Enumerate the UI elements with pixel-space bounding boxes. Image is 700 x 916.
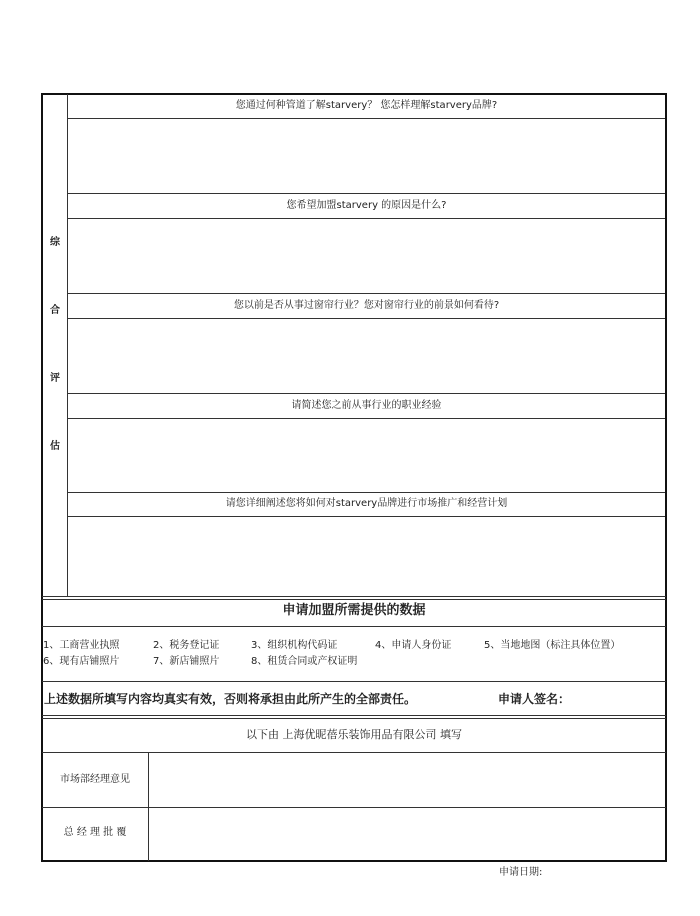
declaration-statement: 上述数据所填写内容均真实有效，否则将承担由此所产生的全部责任。 <box>44 692 417 706</box>
answer-field-2[interactable] <box>68 219 665 293</box>
general-manager-label: 总 经 理 批 覆 <box>63 827 127 838</box>
answer-field-3[interactable] <box>68 319 665 393</box>
divider <box>42 718 666 719</box>
divider <box>42 599 666 600</box>
signature-label: 申请人签名： <box>498 692 571 706</box>
divider <box>42 626 666 627</box>
document-item: 5、当地地图（标注具体位置） <box>484 640 621 651</box>
answer-field-5[interactable] <box>68 517 665 595</box>
application-date-field[interactable] <box>550 864 665 882</box>
divider <box>42 681 666 682</box>
documents-title: 申请加盟所需提供的数据 <box>282 603 426 618</box>
question-3: 您以前是否从事过窗帘行业？您对窗帘行业的前景如何看待? <box>233 300 500 311</box>
question-1: 您通过何种管道了解starvery？ 您怎样理解starvery品牌? <box>235 100 498 111</box>
document-item: 7、新店铺照片 <box>153 656 220 667</box>
divider <box>42 596 666 597</box>
document-item: 2、税务登记证 <box>153 640 220 651</box>
document-item: 4、申请人身份证 <box>375 640 452 651</box>
marketing-manager-opinion-field[interactable] <box>149 753 665 807</box>
general-manager-approval-field[interactable] <box>149 808 665 861</box>
side-label-char: 合 <box>50 305 60 316</box>
divider <box>68 293 665 294</box>
answer-field-4[interactable] <box>68 419 665 492</box>
side-label-char: 综 <box>50 237 60 248</box>
side-label-char: 估 <box>50 441 60 452</box>
question-2: 您希望加盟starvery 的原因是什么? <box>286 200 447 211</box>
question-5: 请您详细阐述您将如何对starvery品牌进行市场推广和经营计划 <box>225 498 508 509</box>
signature-field[interactable] <box>575 685 663 713</box>
company-section-header: 以下由 上海优昵蓓乐装饰用品有限公司 填写 <box>246 728 462 741</box>
document-item: 3、组织机构代码证 <box>251 640 338 651</box>
divider <box>68 492 665 493</box>
divider <box>42 715 666 716</box>
application-date-label: 申请日期: <box>499 867 543 878</box>
document-item: 8、租赁合同或产权证明 <box>251 656 358 667</box>
side-label-char: 评 <box>50 373 60 384</box>
question-4: 请简述您之前从事行业的职业经验 <box>291 400 442 411</box>
marketing-manager-label: 市场部经理意见 <box>60 774 130 785</box>
divider <box>68 393 665 394</box>
divider <box>68 193 665 194</box>
answer-field-1[interactable] <box>68 119 665 193</box>
document-item: 1、工商营业执照 <box>43 640 120 651</box>
document-item: 6、现有店铺照片 <box>43 656 120 667</box>
